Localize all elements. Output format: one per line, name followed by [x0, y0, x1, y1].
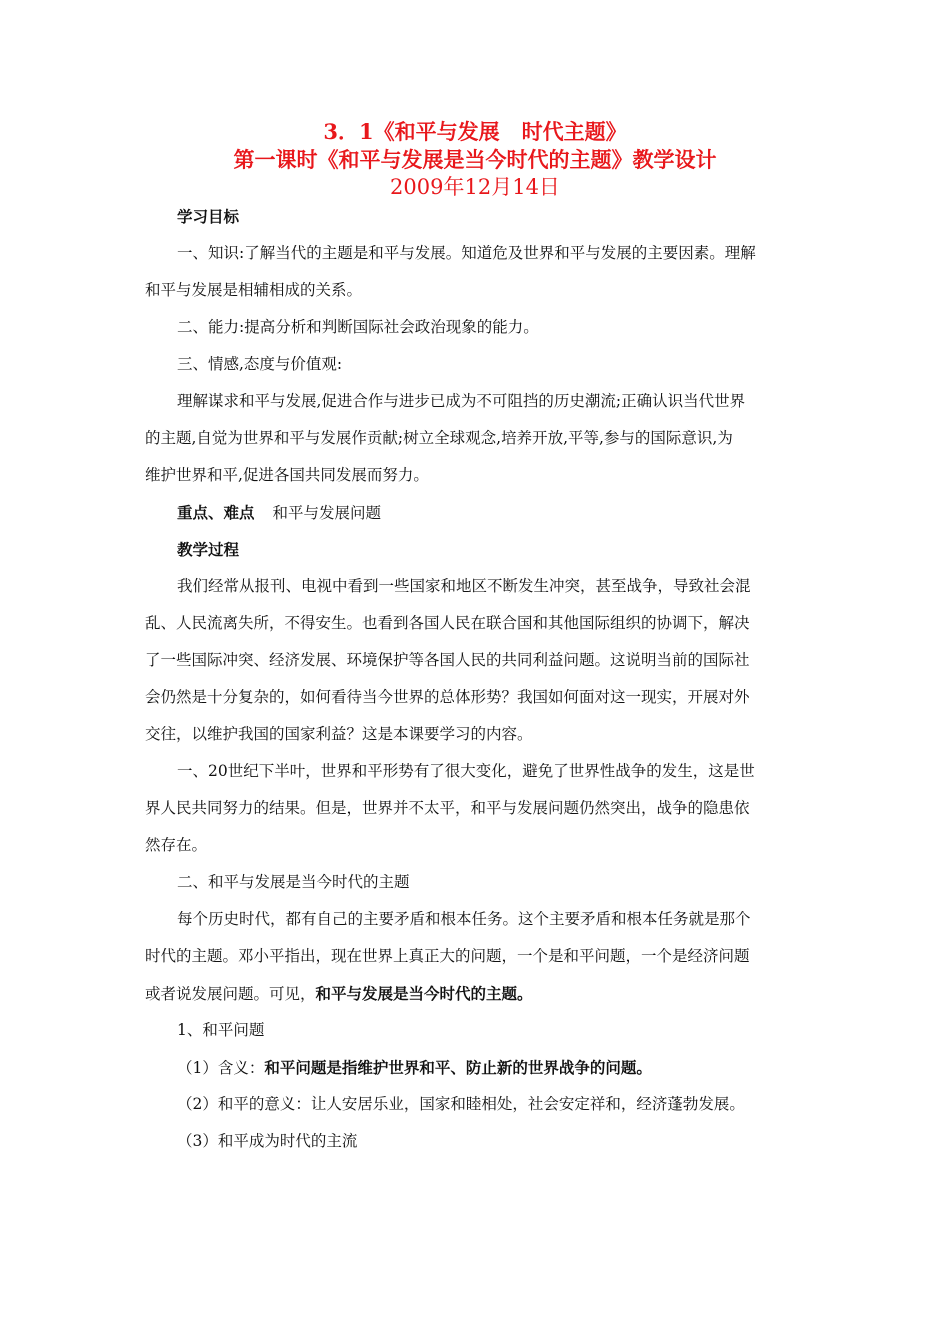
intro-line-5: 交往，以维护我国的国家利益？这是本课要学习的内容。 — [145, 725, 533, 743]
document-body — [145, 198, 810, 1160]
peace-meaning: （2）和平的意义：让人安居乐业，国家和睦相处，社会安定祥和，经济蓬勃发展。 — [177, 1095, 745, 1113]
knowledge-line-2: 和平与发展是相辅相成的关系。 — [145, 281, 363, 299]
section2-line-3-text: 或者说发展问题。可见， — [145, 985, 316, 1003]
objectives-heading: 学习目标 — [177, 207, 240, 226]
keypoints-line — [145, 494, 810, 531]
definition-text: 和平问题是指维护世界和平、防止新的世界战争的问题。 — [264, 1058, 652, 1077]
section2-conclusion: 和平与发展是当今时代的主题。 — [315, 984, 533, 1003]
peace-definition — [145, 1049, 810, 1086]
section2-line-1: 每个历史时代，都有自己的主要矛盾和根本任务。这个主要矛盾和根本任务就是那个 — [177, 910, 751, 928]
section2-line-2: 时代的主题。邓小平指出，现在世界上真正大的问题，一个是和平问题，一个是经济问题 — [145, 947, 750, 965]
peace-heading: 1、和平问题 — [177, 1021, 265, 1039]
keypoints-label: 重点、难点 — [177, 503, 255, 522]
lesson-date: 2009年12月14日 — [390, 175, 560, 199]
emotion-line-3: 维护世界和平,促进各国共同发展而努力。 — [145, 466, 429, 484]
keypoints-text: 和平与发展问题 — [272, 504, 382, 522]
process-heading: 教学过程 — [177, 540, 240, 559]
emotion-line-1: 理解谋求和平与发展,促进合作与进步已成为不可阻挡的历史潮流;正确认识当代世界 — [177, 392, 746, 410]
ability-line: 二、能力:提高分析和判断国际社会政治现象的能力。 — [177, 318, 539, 336]
emotion-line-2: 的主题,自觉为世界和平与发展作贡献;树立全球观念,培养开放,平等,参与的国际意识,为 — [145, 429, 733, 447]
lesson-subtitle: 第一课时《和平与发展是当今时代的主题》教学设计 — [233, 147, 717, 172]
section1-line-3: 然存在。 — [145, 836, 208, 854]
intro-line-4: 会仍然是十分复杂的，如何看待当今世界的总体形势？我国如何面对这一现实，开展对外 — [145, 688, 750, 706]
knowledge-line-1: 一、知识:了解当代的主题是和平与发展。知道危及世界和平与发展的主要因素。理解 — [177, 244, 756, 262]
lesson-title: 3．1《和平与发展 时代主题》 — [323, 119, 627, 144]
intro-line-2: 乱、人民流离失所，不得安生。也看到各国人民在联合国和其他国际组织的协调下，解决 — [145, 614, 750, 632]
section1-line-2: 界人民共同努力的结果。但是，世界并不太平，和平与发展问题仍然突出，战争的隐患依 — [145, 799, 750, 817]
intro-line-3: 了一些国际冲突、经济发展、环境保护等各国人民的共同利益问题。这说明当前的国际社 — [145, 651, 750, 669]
title-block — [0, 118, 950, 200]
section1-line-1: 一、20世纪下半叶，世界和平形势有了很大变化，避免了世界性战争的发生，这是世 — [177, 762, 755, 780]
section2-heading: 二、和平与发展是当今时代的主题 — [177, 873, 410, 891]
section2-line-3 — [145, 975, 810, 1012]
emotion-heading: 三、情感,态度与价值观: — [177, 355, 343, 373]
peace-mainstream: （3）和平成为时代的主流 — [177, 1132, 358, 1150]
definition-label: （1）含义： — [177, 1059, 265, 1077]
intro-line-1: 我们经常从报刊、电视中看到一些国家和地区不断发生冲突，甚至战争，导致社会混 — [177, 577, 751, 595]
